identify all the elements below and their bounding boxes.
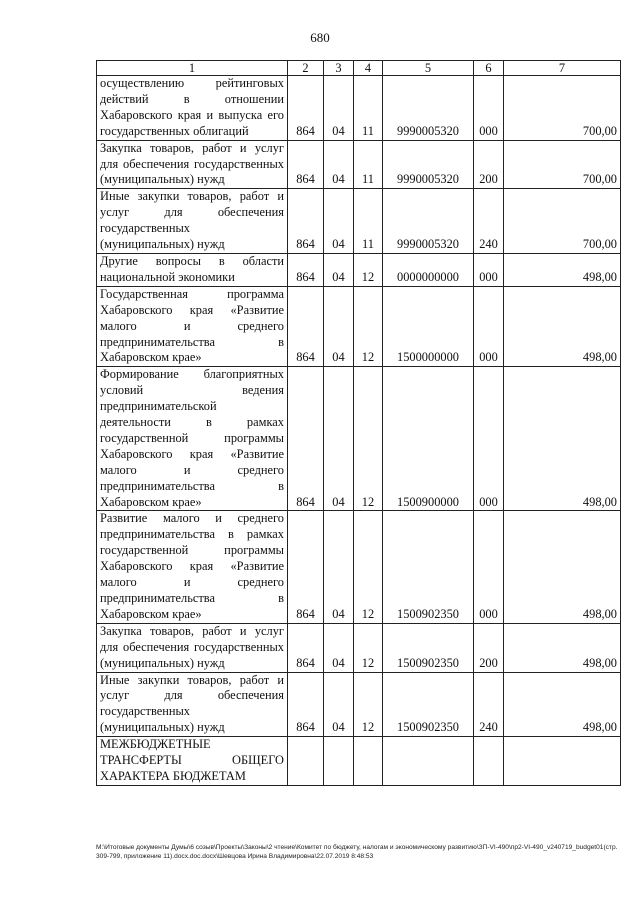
row-csr: 9990005320 — [383, 189, 474, 254]
row-rz: 04 — [324, 511, 354, 623]
row-vr: 000 — [474, 511, 504, 623]
row-pr: 11 — [354, 140, 383, 189]
row-rz — [324, 737, 354, 786]
header-col-2: 2 — [288, 61, 324, 76]
table-row — [97, 511, 621, 623]
row-rz: 04 — [324, 76, 354, 141]
row-vr: 000 — [474, 367, 504, 511]
row-csr: 0000000000 — [383, 253, 474, 286]
row-vr: 000 — [474, 286, 504, 367]
row-pr — [354, 737, 383, 786]
row-sum: 498,00 — [504, 511, 621, 623]
row-csr: 9990005320 — [383, 140, 474, 189]
row-csr: 1500900000 — [383, 367, 474, 511]
row-name: Формирование благоприятных условий ведения предпринимательской деятельности в рамках государственной программы Хабаровского края «Развитие малого и среднего предпринимательства в Хабаровском крае» — [97, 367, 288, 511]
row-gr: 864 — [288, 286, 324, 367]
row-sum: 498,00 — [504, 672, 621, 737]
row-pr: 11 — [354, 76, 383, 141]
row-sum: 498,00 — [504, 623, 621, 672]
row-vr: 200 — [474, 140, 504, 189]
row-name: осуществлению рейтинговых действий в отношении Хабаровского края и выпуска его государственных облигаций — [97, 76, 288, 141]
table-row — [97, 672, 621, 737]
header-col-7: 7 — [504, 61, 621, 76]
row-rz: 04 — [324, 367, 354, 511]
table-row — [97, 189, 621, 254]
row-vr: 000 — [474, 253, 504, 286]
row-csr: 1500902350 — [383, 623, 474, 672]
row-vr: 240 — [474, 189, 504, 254]
row-csr: 1500902350 — [383, 511, 474, 623]
row-rz: 04 — [324, 140, 354, 189]
page-number: 680 — [310, 30, 330, 45]
row-sum: 700,00 — [504, 189, 621, 254]
row-sum: 700,00 — [504, 76, 621, 141]
table-row — [97, 623, 621, 672]
row-rz: 04 — [324, 672, 354, 737]
row-name: Закупка товаров, работ и услуг для обеспечения государственных (муниципальных) нужд — [97, 623, 288, 672]
row-csr: 9990005320 — [383, 76, 474, 141]
row-pr: 12 — [354, 623, 383, 672]
row-gr — [288, 737, 324, 786]
header-col-5: 5 — [383, 61, 474, 76]
row-name: МЕЖБЮДЖЕТНЫЕ ТРАНСФЕРТЫ ОБЩЕГО ХАРАКТЕРА БЮДЖЕТАМ — [97, 737, 288, 786]
row-gr: 864 — [288, 511, 324, 623]
row-name: Иные закупки товаров, работ и услуг для обеспечения государственных (муниципальных) нужд — [97, 672, 288, 737]
row-gr: 864 — [288, 76, 324, 141]
row-pr: 12 — [354, 253, 383, 286]
row-pr: 11 — [354, 189, 383, 254]
row-pr: 12 — [354, 511, 383, 623]
row-vr — [474, 737, 504, 786]
row-rz: 04 — [324, 253, 354, 286]
header-col-1: 1 — [97, 61, 288, 76]
row-gr: 864 — [288, 367, 324, 511]
row-rz: 04 — [324, 286, 354, 367]
header-col-3: 3 — [324, 61, 354, 76]
table-row — [97, 140, 621, 189]
row-gr: 864 — [288, 189, 324, 254]
row-name: Государственная программа Хабаровского края «Развитие малого и среднего предпринимательства в Хабаровском крае» — [97, 286, 288, 367]
row-gr: 864 — [288, 672, 324, 737]
row-rz: 04 — [324, 623, 354, 672]
row-name: Закупка товаров, работ и услуг для обеспечения государственных (муниципальных) нужд — [97, 140, 288, 189]
table-row — [97, 286, 621, 367]
row-sum: 498,00 — [504, 367, 621, 511]
row-gr: 864 — [288, 140, 324, 189]
table-row — [97, 367, 621, 511]
row-vr: 200 — [474, 623, 504, 672]
row-csr: 1500902350 — [383, 672, 474, 737]
table-header-row — [97, 61, 621, 76]
row-sum — [504, 737, 621, 786]
row-csr: 1500000000 — [383, 286, 474, 367]
row-rz: 04 — [324, 189, 354, 254]
row-gr: 864 — [288, 253, 324, 286]
row-pr: 12 — [354, 672, 383, 737]
table-row — [97, 737, 621, 786]
row-name: Развитие малого и среднего предпринимательства в рамках государственной программы Хабаровского края «Развитие малого и среднего предпринимательства в Хабаровском крае» — [97, 511, 288, 623]
budget-table — [96, 60, 621, 786]
table-row — [97, 76, 621, 141]
row-pr: 12 — [354, 286, 383, 367]
row-csr — [383, 737, 474, 786]
row-name: Иные закупки товаров, работ и услуг для обеспечения государственных (муниципальных) нужд — [97, 189, 288, 254]
row-gr: 864 — [288, 623, 324, 672]
row-name: Другие вопросы в области национальной экономики — [97, 253, 288, 286]
document-path-footer: M:\Итоговые документы Думы\6 созыв\Проекты\Законы\2 чтение\Комитет по бюджету, налогам и экономическому развитию\ЗП-VI-490\пр2-VI-490_v240719_budget01(стр.309-799, приложение 11).docx.doc.docx\Шевцова Ирина Владимировна\22.07.2019 8:48:53 — [96, 844, 618, 860]
row-pr: 12 — [354, 367, 383, 511]
row-sum: 498,00 — [504, 253, 621, 286]
row-vr: 000 — [474, 76, 504, 141]
header-col-6: 6 — [474, 61, 504, 76]
header-col-4: 4 — [354, 61, 383, 76]
row-sum: 498,00 — [504, 286, 621, 367]
row-vr: 240 — [474, 672, 504, 737]
table-row — [97, 253, 621, 286]
row-sum: 700,00 — [504, 140, 621, 189]
